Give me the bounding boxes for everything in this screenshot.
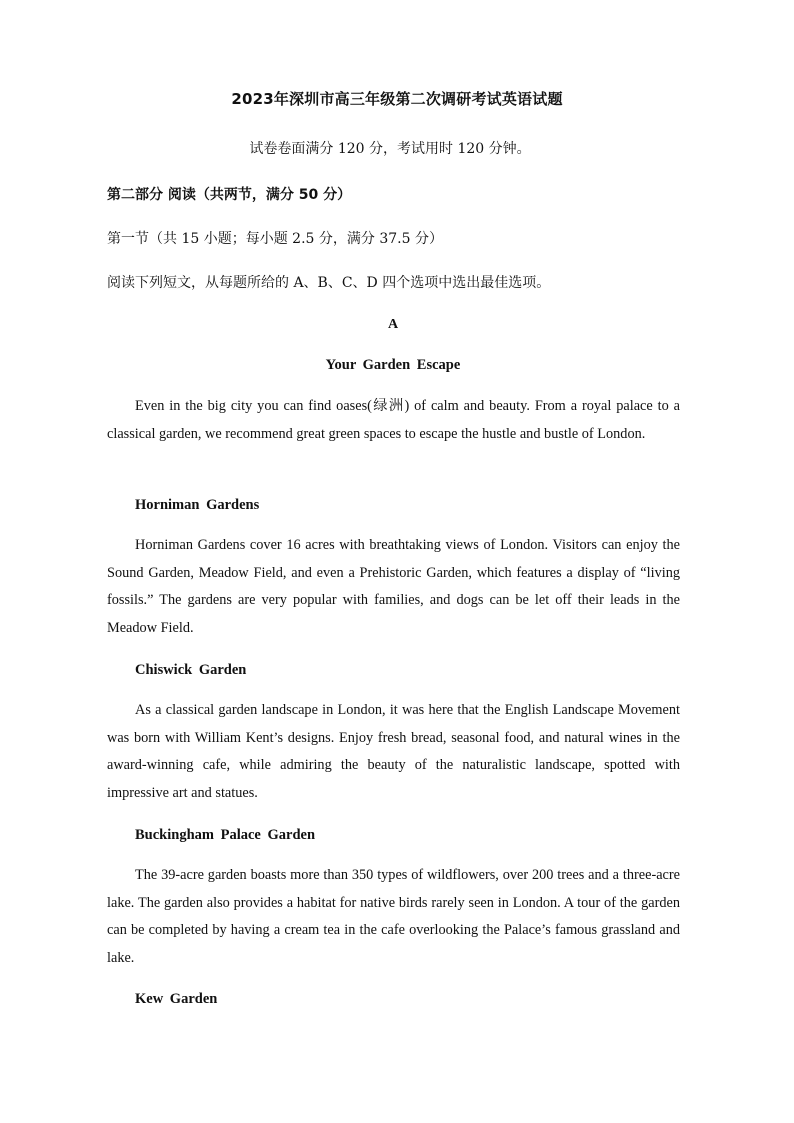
- exam-subtitle: 试卷卷面满分 120 分，考试用时 120 分钟。: [249, 141, 531, 157]
- garden-heading: Chiswick Garden: [135, 662, 247, 678]
- garden-heading: Horniman Gardens: [135, 497, 260, 513]
- section-heading: 第一节（共 15 小题；每小题 2.5 分，满分 37.5 分）: [107, 231, 443, 247]
- garden-paragraph: Horniman Gardens cover 16 acres with breathtaking views of London. Visitors can enjoy the Sound Garden, Meadow Field, and even a Prehistoric Garden, which features a display of “living fossils.” The gardens are very popular with families, and dogs can be let off their leads in the Meadow Field.: [107, 537, 680, 636]
- garden-paragraph: The 39-acre garden boasts more than 350 types of wildflowers, over 200 trees and a three-acre lake. The garden also provides a habitat for native birds rarely seen in London. A tour of the garden can be completed by having a cream tea in the cafe overlooking the Palace’s famous grassland and lake.: [107, 867, 680, 966]
- garden-heading: Buckingham Palace Garden: [135, 827, 316, 843]
- intro-paragraph: Even in the big city you can find oases(绿洲) of calm and beauty. From a royal palace to a classical garden, we recommend great green spaces to escape the hustle and bustle of London.: [107, 398, 680, 442]
- part-heading: 第二部分 阅读（共两节，满分 50 分）: [107, 187, 352, 203]
- instruction-text: 阅读下列短文，从每题所给的 A、B、C、D 四个选项中选出最佳选项。: [107, 275, 551, 291]
- passage-title: Your Garden Escape: [325, 357, 461, 373]
- passage-letter: A: [387, 317, 399, 332]
- exam-title: 2023年深圳市高三年级第二次调研考试英语试题: [231, 90, 563, 108]
- garden-heading: Kew Garden: [135, 991, 218, 1007]
- garden-paragraph: As a classical garden landscape in London, it was here that the English Landscape Movement was born with William Kent’s designs. Enjoy fresh bread, seasonal food, and natural wines in the award-winning cafe, while admiring the beauty of the naturalistic landscape, spotted with impressive art and statues.: [107, 702, 680, 801]
